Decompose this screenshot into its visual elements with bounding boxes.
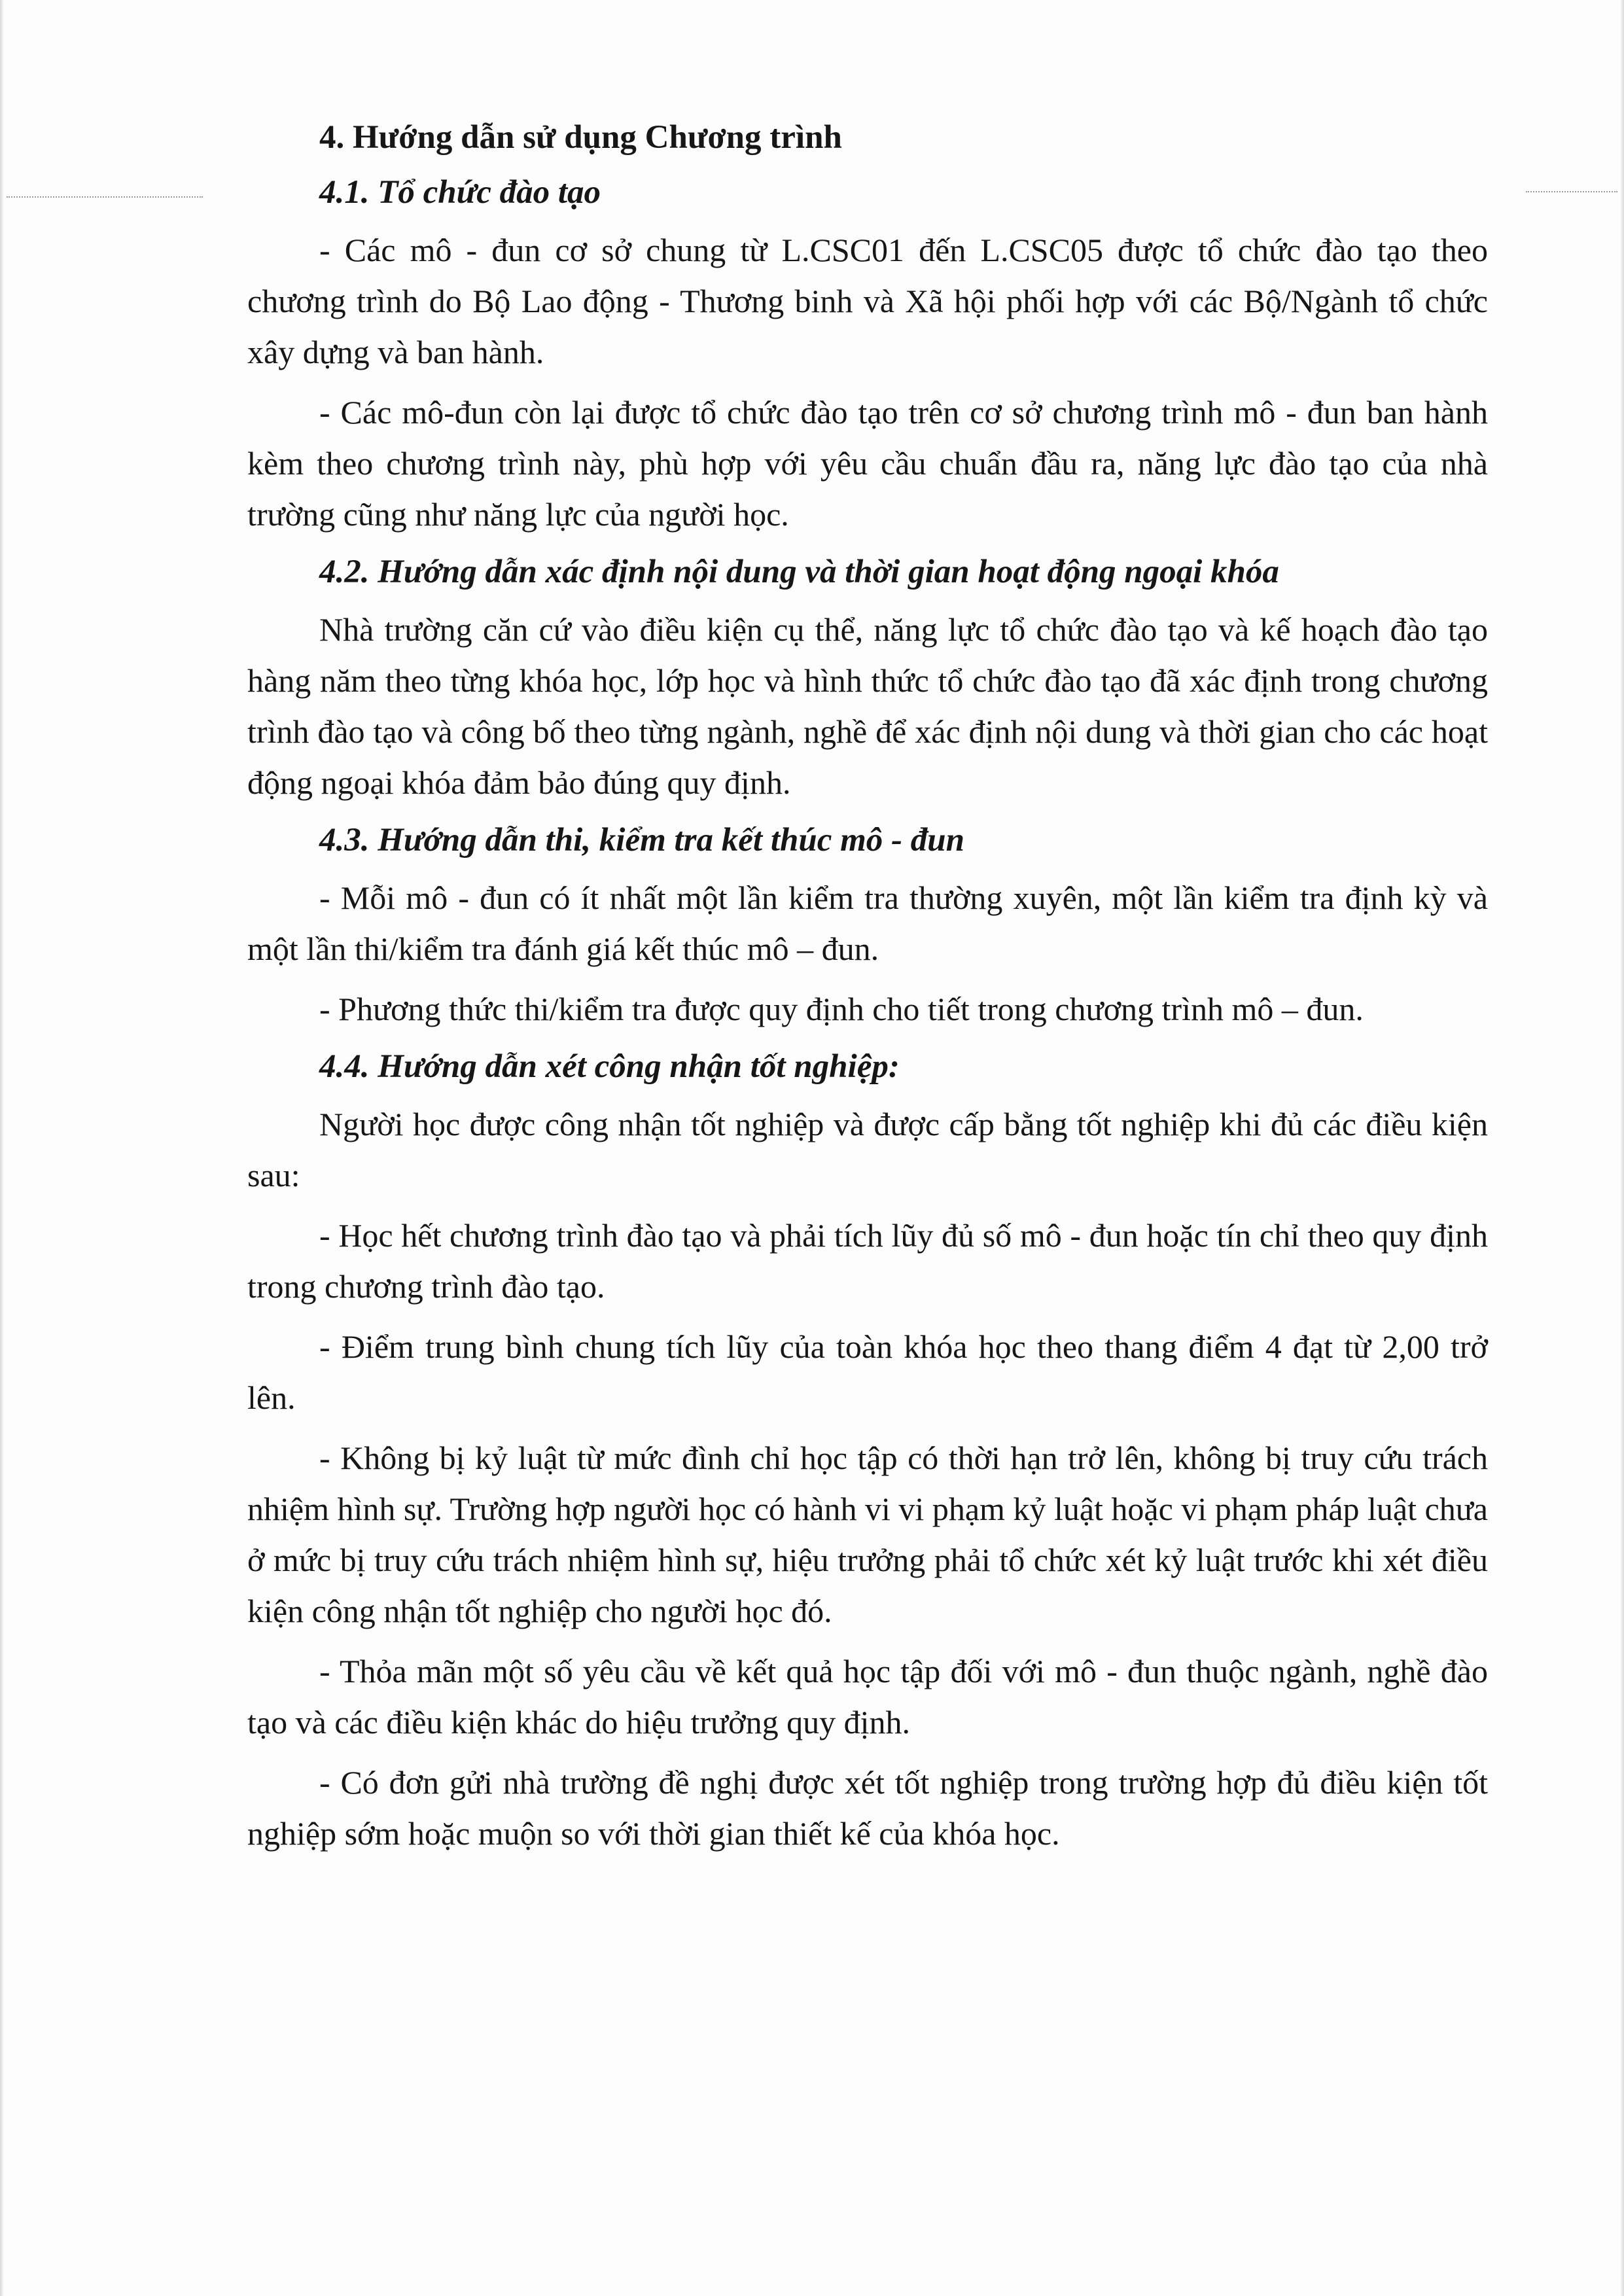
subsection-heading-4-3: 4.3. Hướng dẫn thi, kiểm tra kết thúc mô - đun (319, 822, 964, 858)
paragraph: Người học được công nhận tốt nghiệp và được cấp bằng tốt nghiệp khi đủ các điều kiện sau: (247, 1106, 1488, 1193)
subsection-heading-4-1: 4.1. Tổ chức đào tạo (319, 174, 601, 211)
paragraph: - Mỗi mô - đun có ít nhất một lần kiểm tra thường xuyên, một lần kiểm tra định kỳ và một lần thi/kiểm tra đánh giá kết thúc mô – đun. (247, 879, 1488, 967)
document-body (247, 115, 1488, 1868)
paragraph: - Không bị kỷ luật từ mức đình chỉ học tập có thời hạn trở lên, không bị truy cứu trách nhiệm hình sự. Trường hợp người học có hành vi vi phạm kỷ luật hoặc vi phạm pháp luật chưa ở mức bị truy cứu trách nhiệm hình sự, hiệu trưởng phải tổ chức xét kỷ luật trước khi xét điều kiện công nhận tốt nghiệp cho người học đó. (247, 1439, 1488, 1629)
scan-artifact-right (1526, 191, 1617, 192)
paragraph: - Có đơn gửi nhà trường đề nghị được xét tốt nghiệp trong trường hợp đủ điều kiện tốt nghiệp sớm hoặc muộn so với thời gian thiết kế của khóa học. (247, 1764, 1488, 1852)
scan-artifact-left (7, 196, 203, 198)
section-heading: 4. Hướng dẫn sử dụng Chương trình (319, 119, 842, 156)
paragraph: - Các mô - đun cơ sở chung từ L.CSC01 đến L.CSC05 được tổ chức đào tạo theo chương trình do Bộ Lao động - Thương binh và Xã hội phối hợp với các Bộ/Ngành tổ chức xây dựng và ban hành. (247, 232, 1488, 370)
paragraph: - Học hết chương trình đào tạo và phải tích lũy đủ số mô - đun hoặc tín chỉ theo quy định trong chương trình đào tạo. (247, 1217, 1488, 1305)
paragraph: Nhà trường căn cứ vào điều kiện cụ thể, năng lực tổ chức đào tạo và kế hoạch đào tạo hàng năm theo từng khóa học, lớp học và hình thức tổ chức đào tạo đã xác định trong chương trình đào tạo và công bố theo từng ngành, nghề để xác định nội dung và thời gian cho các hoạt động ngoại khóa đảm bảo đúng quy định. (247, 611, 1488, 801)
paragraph: - Thỏa mãn một số yêu cầu về kết quả học tập đối với mô - đun thuộc ngành, nghề đào tạo và các điều kiện khác do hiệu trưởng quy định. (247, 1653, 1488, 1740)
subsection-heading-4-2: 4.2. Hướng dẫn xác định nội dung và thời gian hoạt động ngoại khóa (319, 554, 1279, 590)
scan-edge-right (1620, 0, 1624, 2296)
scan-edge-left (0, 0, 4, 2296)
paragraph: - Phương thức thi/kiểm tra được quy định cho tiết trong chương trình mô – đun. (319, 991, 1364, 1027)
paragraph: - Các mô-đun còn lại được tổ chức đào tạo trên cơ sở chương trình mô - đun ban hành kèm theo chương trình này, phù hợp với yêu cầu chuẩn đầu ra, năng lực đào tạo của nhà trường cũng như năng lực của người học. (247, 394, 1488, 533)
paragraph: - Điểm trung bình chung tích lũy của toàn khóa học theo thang điểm 4 đạt từ 2,00 trở lên. (247, 1328, 1488, 1416)
subsection-heading-4-4: 4.4. Hướng dẫn xét công nhận tốt nghiệp: (319, 1048, 900, 1085)
